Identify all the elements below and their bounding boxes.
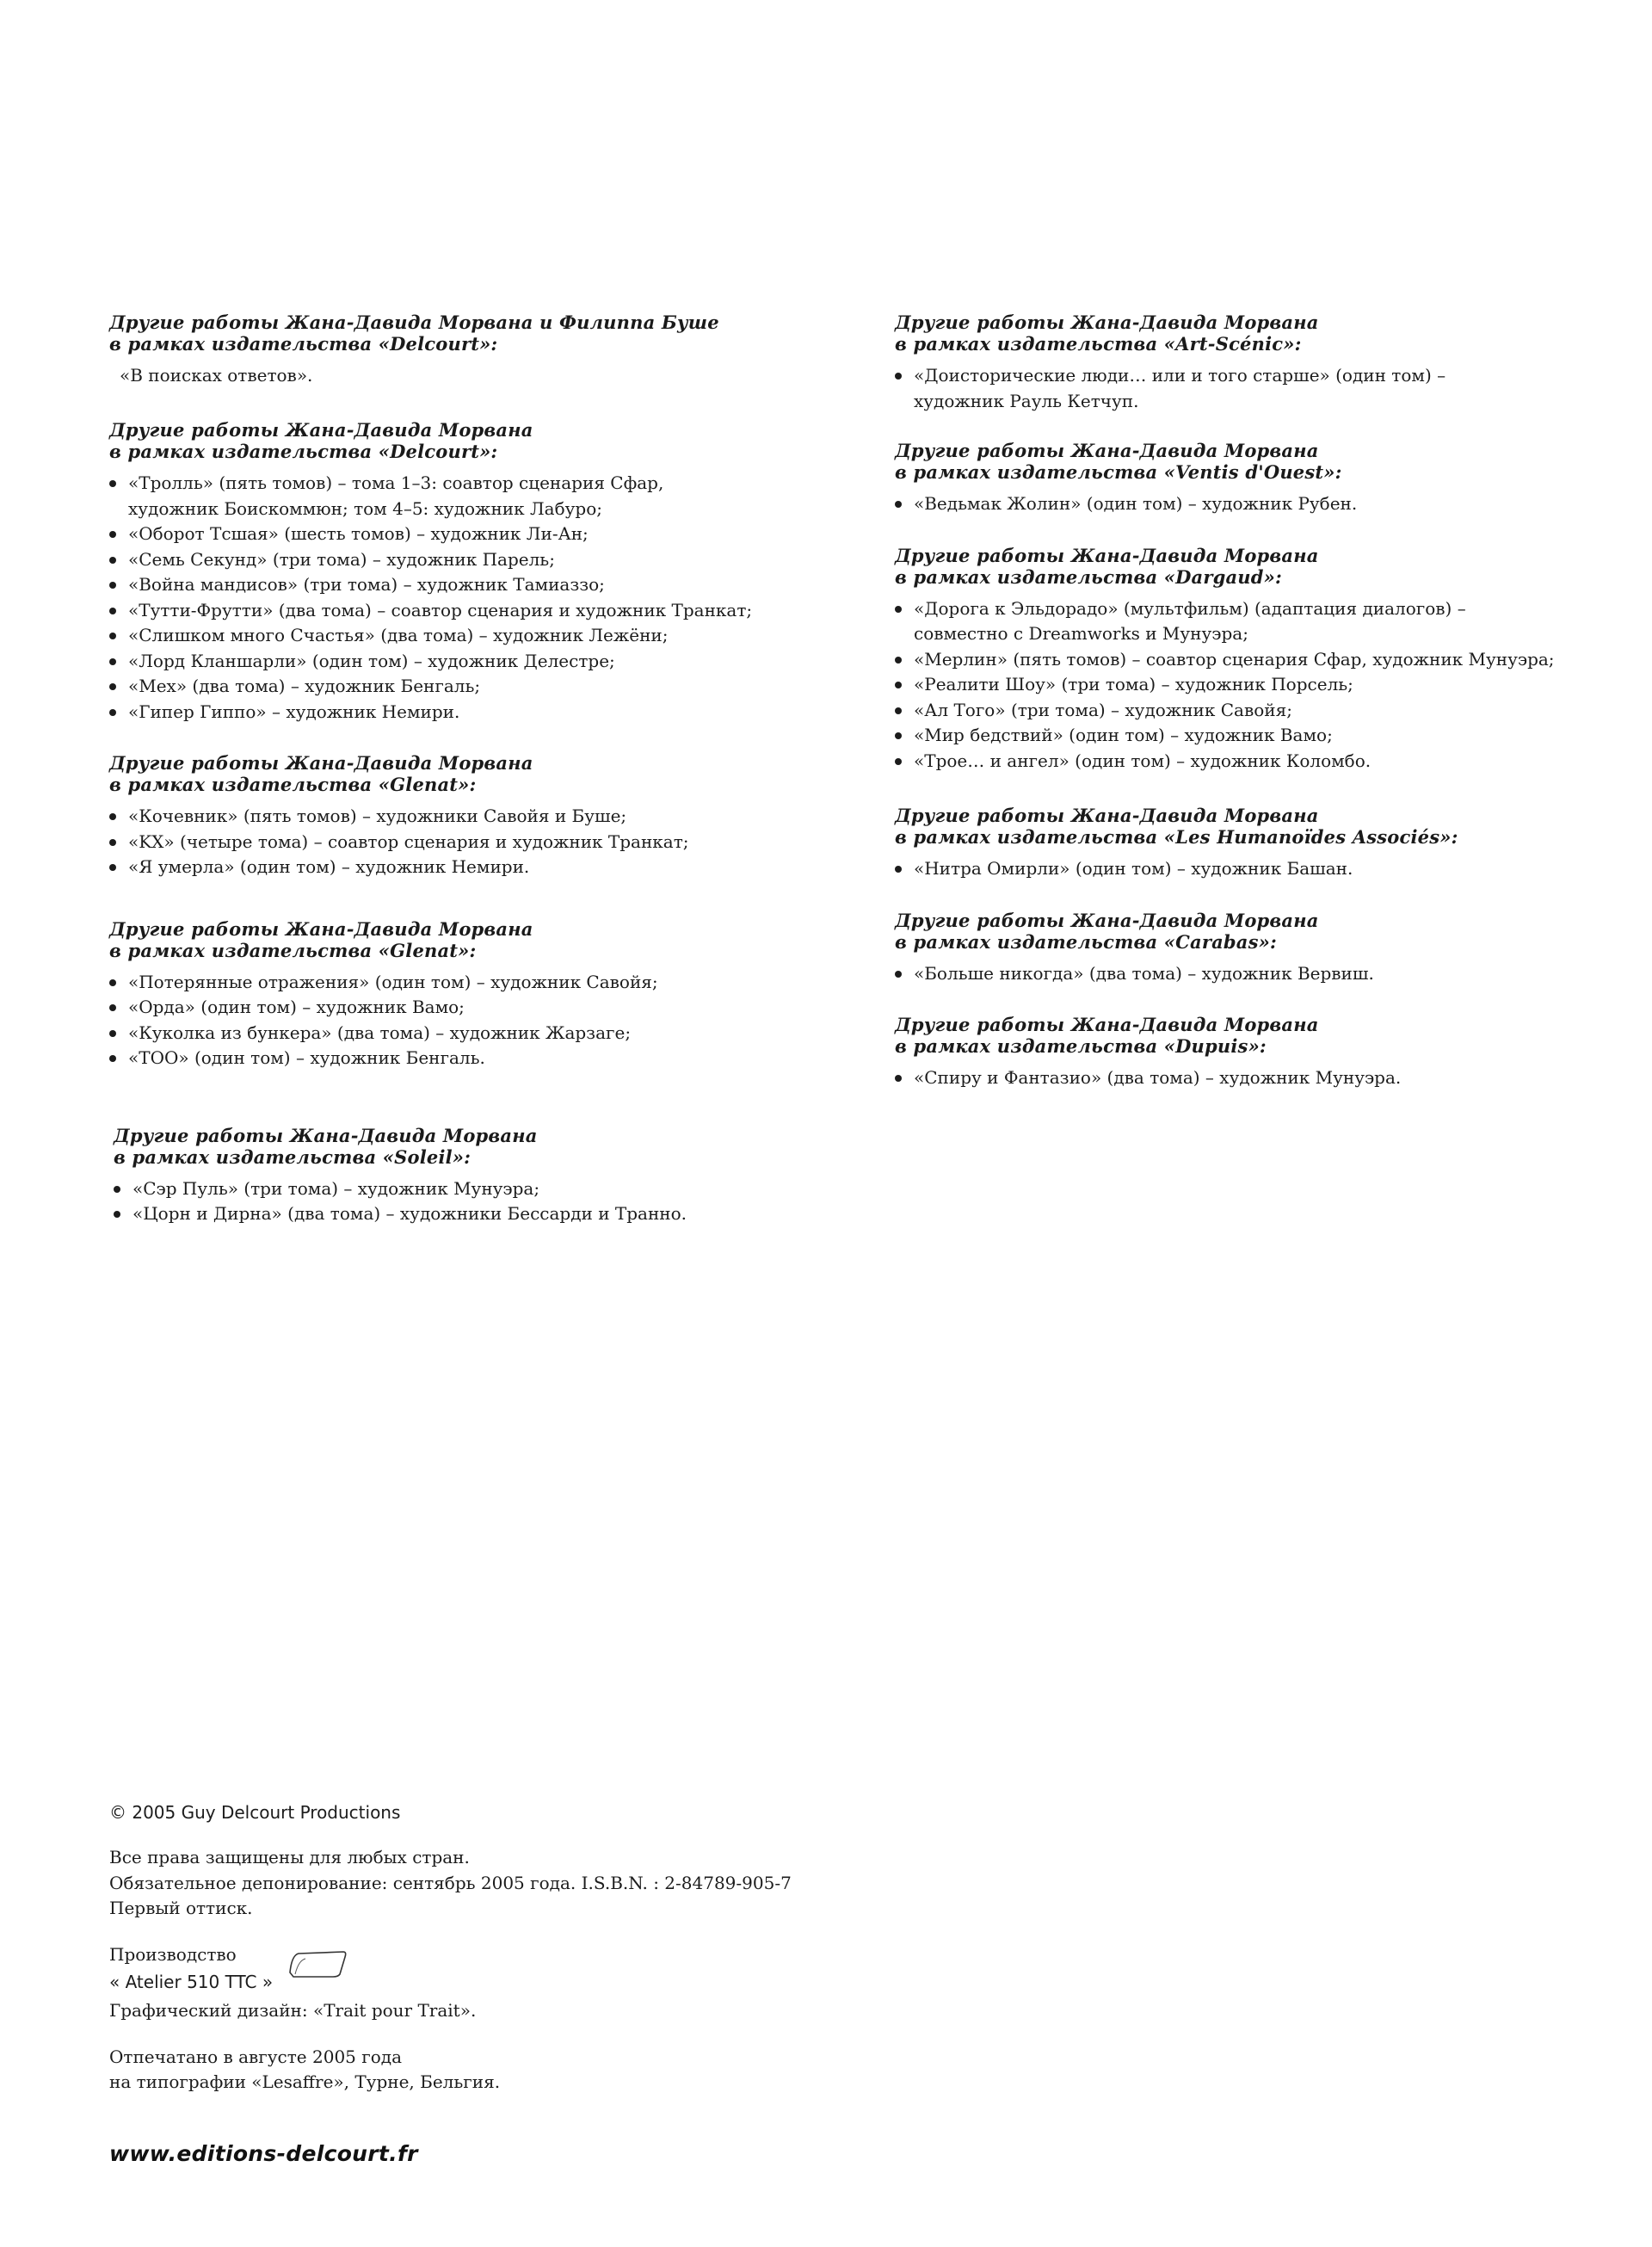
copyright-line: © 2005 Guy Delcourt Productions: [109, 1802, 401, 1823]
list-item-text: «Оборот Тсшая» (шесть томов) – художник Ли-Ан;: [128, 523, 589, 544]
section-carabas: [895, 910, 1618, 987]
list-item: [895, 491, 1618, 517]
production-row: [109, 1967, 1056, 1998]
list-item-text: «Спиру и Фантазио» (два тома) – художник Мунуэра.: [914, 1067, 1402, 1088]
list-item: [109, 674, 866, 700]
list-item: [895, 672, 1618, 698]
heading-line: в рамках издательства «Glenat»:: [109, 939, 477, 961]
list-item-continuation: совместно с Dreamworks и Мунуэра;: [914, 623, 1248, 644]
list-item-text: «Больше никогда» (два тома) – художник Вервиш.: [914, 962, 1374, 984]
list-item: [109, 1046, 866, 1071]
website-link[interactable]: www.editions-delcourt.fr: [109, 2141, 418, 2166]
list-item: [109, 855, 866, 880]
list-item: [114, 1201, 866, 1227]
works-list: [895, 363, 1618, 414]
heading-line: в рамках издательства «Les Humanoïdes Associés»:: [895, 826, 1458, 848]
legal-deposit-line: Обязательное депонирование: сентябрь 2005 года. I.S.B.N. : 2-84789-905-7: [109, 1872, 792, 1893]
list-item-text: «Сэр Пуль» (три тома) – художник Мунуэра;: [133, 1177, 540, 1199]
list-item: [895, 698, 1618, 724]
section-heading: [895, 1014, 1618, 1057]
left-column: [109, 312, 866, 1227]
section-art-scenic: [895, 312, 1618, 414]
works-list: [895, 1065, 1618, 1091]
printing-line: Первый оттиск.: [109, 1898, 253, 1918]
heading-line: в рамках издательства «Glenat»:: [109, 774, 477, 795]
list-item: [895, 856, 1618, 882]
section-soleil: [114, 1125, 866, 1227]
bullet-icon: [109, 480, 116, 487]
heading-line: Другие работы Жана-Давида Морвана: [109, 752, 533, 774]
bullet-icon: [895, 971, 902, 978]
list-item: [109, 1021, 866, 1046]
section-heading: [109, 918, 866, 961]
section-dargaud: [895, 545, 1618, 775]
list-item: [109, 572, 866, 598]
list-item-text: «Доисторические люди… или и того старше» (один том) –: [914, 365, 1446, 386]
works-list: [109, 804, 866, 880]
heading-line: Другие работы Жана-Давида Морвана: [895, 440, 1319, 461]
work-title: «В поисках ответов».: [120, 365, 313, 386]
section-heading: [114, 1125, 866, 1168]
heading-line: в рамках издательства «Ventis d'Ouest»:: [895, 461, 1342, 483]
list-item-continuation: художник Рауль Кетчуп.: [914, 390, 1139, 411]
section-heading: [895, 312, 1618, 355]
list-item: [109, 522, 866, 547]
list-item: [109, 830, 866, 855]
list-item-text: «Нитра Омирли» (один том) – художник Башан.: [914, 858, 1353, 879]
list-item-text: «Трое… и ангел» (один том) – художник Коломбо.: [914, 750, 1372, 771]
bullet-icon: [109, 709, 116, 716]
right-column: [895, 312, 1618, 1091]
list-item-text: «Ведьмак Жолин» (один том) – художник Рубен.: [914, 493, 1358, 514]
bullet-icon: [895, 758, 902, 765]
section-delcourt-with-boucher: [109, 312, 866, 388]
list-item-text: «Лорд Кланшарли» (один том) – художник Делестре;: [128, 650, 615, 671]
list-item: [114, 1176, 866, 1202]
bullet-icon: [114, 1211, 120, 1218]
works-list: [895, 961, 1618, 987]
bullet-icon: [109, 531, 116, 538]
bullet-icon: [895, 866, 902, 873]
list-item: [895, 596, 1618, 647]
list-item-text: «Тутти-Фрутти» (два тома) – соавтор сценария и художник Транкат;: [128, 599, 753, 620]
list-item-text: «Мир бедствий» (один том) – художник Вамо;: [914, 725, 1333, 745]
bullet-icon: [895, 606, 902, 613]
works-list: [895, 596, 1618, 775]
bullet-icon: [109, 608, 116, 614]
production-block: [109, 1942, 1056, 2024]
list-item-text: «Куколка из бункера» (два тома) – художник Жарзаге;: [128, 1022, 632, 1043]
list-item: [109, 649, 866, 675]
heading-line: в рамках издательства «Delcourt»:: [109, 333, 498, 355]
list-item-text: «Война мандисов» (три тома) – художник Тамиаззо;: [128, 574, 605, 595]
atelier-stamp-logo: [287, 1948, 348, 1979]
bullet-icon: [895, 1075, 902, 1082]
list-item: [109, 804, 866, 830]
list-item-text: «Мех» (два тома) – художник Бенгаль;: [128, 676, 481, 696]
list-item: [109, 995, 866, 1021]
heading-line: Другие работы Жана-Давида Морвана: [895, 544, 1319, 566]
bullet-icon: [109, 683, 116, 690]
list-item: [895, 961, 1618, 987]
bullet-icon: [109, 633, 116, 639]
list-item-text: «Семь Секунд» (три тома) – художник Парель;: [128, 548, 555, 570]
list-item-continuation: художник Боискоммюн; том 4–5: художник Лабуро;: [128, 497, 602, 519]
rights-line: Все права защищены для любых стран.: [109, 1847, 470, 1867]
section-les-humanoides-associes: [895, 805, 1618, 882]
list-item: [109, 700, 866, 725]
works-list: [895, 491, 1618, 517]
list-item-text: «ТОО» (один том) – художник Бенгаль.: [128, 1047, 485, 1068]
heading-line: Другие работы Жана-Давида Морвана: [109, 419, 533, 441]
bullet-icon: [895, 732, 902, 739]
heading-line: в рамках издательства «Delcourt»:: [109, 441, 498, 462]
heading-line: в рамках издательства «Soleil»:: [114, 1145, 472, 1168]
bullet-icon: [109, 1030, 116, 1037]
list-item-text: «Ал Того» (три тома) – художник Савойя;: [914, 699, 1292, 720]
list-item-text: «Я умерла» (один том) – художник Немири.: [128, 856, 530, 877]
works-list: [109, 471, 866, 725]
heading-line: Другие работы Жана-Давида Морвана: [114, 1124, 538, 1146]
heading-line: Другие работы Жана-Давида Морвана: [895, 909, 1319, 931]
list-item: [895, 749, 1618, 775]
list-item-text: «Дорога к Эльдорадо» (мультфильм) (адаптация диалогов) –: [914, 597, 1466, 619]
bullet-icon: [109, 839, 116, 846]
list-item-text: «Реалити Шоу» (три тома) – художник Порсель;: [914, 674, 1353, 694]
list-item-text: «KX» (четыре тома) – соавтор сценария и художник Транкат;: [128, 830, 689, 852]
list-item: [895, 723, 1618, 749]
list-item: [895, 647, 1618, 673]
list-item: [109, 598, 866, 624]
bullet-icon: [109, 979, 116, 986]
section-dupuis: [895, 1014, 1618, 1091]
works-list: [114, 1176, 866, 1227]
bullet-icon: [895, 373, 902, 380]
section-heading: [895, 545, 1618, 588]
section-glenat: [109, 752, 866, 880]
heading-line: в рамках издательства «Dargaud»:: [895, 565, 1282, 588]
section-ventis-d-ouest: [895, 440, 1618, 517]
section-delcourt: [109, 419, 866, 725]
legal-block: [109, 1845, 1056, 1922]
list-item-text: «Мерлин» (пять томов) – соавтор сценария Сфар, художник Мунуэра;: [914, 648, 1555, 670]
section-heading: [895, 440, 1618, 483]
list-item-text: «Слишком много Счастья» (два тома) – художник Лежёни;: [128, 625, 669, 645]
bullet-icon: [109, 557, 116, 564]
heading-line: в рамках издательства «Art-Scénic»:: [895, 333, 1302, 355]
heading-line: в рамках издательства «Carabas»:: [895, 930, 1277, 953]
section-heading: [895, 805, 1618, 848]
list-item: [109, 623, 866, 649]
heading-line: в рамках издательства «Dupuis»:: [895, 1035, 1267, 1057]
list-item-text: «Потерянные отражения» (один том) – художник Савойя;: [128, 971, 658, 992]
bullet-icon: [109, 813, 116, 820]
production-label: Производство: [109, 1943, 237, 1965]
list-item-text: «Цорн и Дирна» (два тома) – художники Бессарди и Транно.: [133, 1203, 687, 1224]
bullet-icon: [109, 1055, 116, 1062]
section-heading: [895, 910, 1618, 953]
section-glenat-2: [109, 918, 866, 1071]
bullet-icon: [895, 682, 902, 688]
section-heading: [109, 419, 866, 462]
list-item: [109, 471, 866, 522]
bullet-icon: [114, 1186, 120, 1193]
bullet-icon: [895, 657, 902, 664]
works-list: [895, 856, 1618, 882]
list-item-text: «Гипер Гиппо» – художник Немири.: [128, 701, 460, 722]
design-line: Графический дизайн: «Trait pour Trait».: [109, 2000, 477, 2021]
stamp-icon: [287, 1948, 348, 1979]
printed-line: Отпечатано в августе 2005 года: [109, 2046, 403, 2067]
bullet-icon: [109, 1004, 116, 1011]
list-item-text: «Орда» (один том) – художник Вамо;: [128, 997, 465, 1017]
printed-block: [109, 2045, 1056, 2096]
list-item-text: «Кочевник» (пять томов) – художники Савойя и Буше;: [128, 806, 627, 826]
bullet-icon: [109, 582, 116, 589]
works-list: [109, 970, 866, 1071]
list-item: [109, 970, 866, 996]
list-item: [109, 547, 866, 573]
section-heading: [109, 312, 866, 355]
bullet-icon: [109, 864, 116, 871]
heading-line: Другие работы Жана-Давида Морвана: [895, 312, 1319, 333]
imprint-block: [109, 1800, 1056, 2096]
bullet-icon: [895, 707, 902, 714]
list-item-text: «Тролль» (пять томов) – тома 1–3: соавтор сценария Сфар,: [128, 472, 664, 493]
section-heading: [109, 752, 866, 795]
heading-line: Другие работы Жана-Давида Морвана: [109, 917, 533, 940]
heading-line: Другие работы Жана-Давида Морвана: [895, 1014, 1319, 1035]
printed-line: на типографии «Lesaffre», Турне, Бельгия.: [109, 2071, 501, 2092]
production-name: « Atelier 510 TTC »: [109, 1972, 274, 1993]
list-item: [895, 1065, 1618, 1091]
list-item: [895, 363, 1618, 414]
bullet-icon: [895, 501, 902, 508]
bullet-icon: [109, 658, 116, 665]
heading-line: Другие работы Жана-Давида Морвана: [895, 805, 1319, 826]
heading-line: Другие работы Жана-Давида Морвана и Филиппа Буше: [109, 312, 719, 333]
